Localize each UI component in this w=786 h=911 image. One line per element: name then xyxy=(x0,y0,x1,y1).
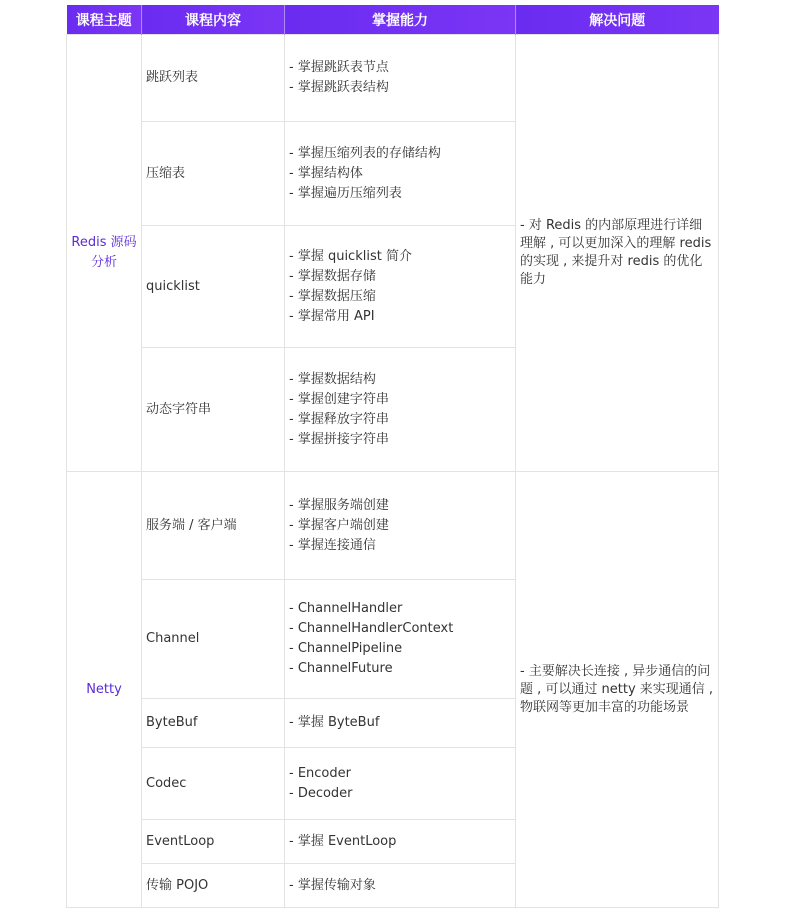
skills-cell xyxy=(285,472,516,580)
skill-item: - 掌握结构体 xyxy=(289,165,363,181)
content-cell: Channel xyxy=(142,580,285,699)
skills-cell xyxy=(285,820,516,864)
content-cell: quicklist xyxy=(142,226,285,348)
topic-line: 分析 xyxy=(90,255,117,270)
skills-cell xyxy=(285,748,516,820)
content-cell: 动态字符串 xyxy=(142,348,285,472)
topic-line: Netty xyxy=(86,681,122,697)
problem-cell-netty: - 主要解决长连接 , 异步通信的问题 , 可以通过 netty 来实现通信 , 物联网等更加丰富的功能场景 xyxy=(516,472,719,908)
problem-cell-redis: - 对 Redis 的内部原理进行详细理解 , 可以更加深入的理解 redis 的实现 , 来提升对 redis 的优化能力 xyxy=(516,35,719,472)
topic-line: Redis 源码 xyxy=(71,235,137,250)
content-cell: 服务端 / 客户端 xyxy=(142,472,285,580)
table-row xyxy=(67,35,719,122)
skills-cell xyxy=(285,864,516,908)
skill-item: - 掌握客户端创建 xyxy=(289,517,389,533)
skill-item: - Encoder xyxy=(289,765,351,781)
skills-cell xyxy=(285,122,516,226)
skill-item: - 掌握数据存储 xyxy=(289,268,376,284)
skill-item: - 掌握连接通信 xyxy=(289,537,376,553)
skill-item: - ChannelHandlerContext xyxy=(289,621,454,636)
skills-cell xyxy=(285,35,516,122)
header-skills: 掌握能力 xyxy=(285,5,516,35)
content-cell: 传输 POJO xyxy=(142,864,285,908)
content-cell: 压缩表 xyxy=(142,122,285,226)
skill-item: - 掌握 ByteBuf xyxy=(289,715,380,730)
skill-item: - 掌握常用 API xyxy=(289,308,375,324)
course-table xyxy=(66,5,719,908)
header-topic: 课程主题 xyxy=(67,5,142,35)
skills-cell xyxy=(285,699,516,748)
skill-item: - ChannelPipeline xyxy=(289,641,403,656)
skill-item: - 掌握压缩列表的存储结构 xyxy=(289,145,441,161)
skill-item: - 掌握拼接字符串 xyxy=(289,431,389,447)
header-content: 课程内容 xyxy=(142,5,285,35)
content-cell: 跳跃列表 xyxy=(142,35,285,122)
header-row xyxy=(67,5,719,35)
content-cell: Codec xyxy=(142,748,285,820)
skill-item: - 掌握释放字符串 xyxy=(289,411,389,427)
skill-item: - 掌握 EventLoop xyxy=(289,833,397,849)
skill-item: - 掌握传输对象 xyxy=(289,877,376,893)
topic-cell-redis xyxy=(67,35,142,472)
skill-item: - 掌握服务端创建 xyxy=(289,497,389,513)
skill-item: - 掌握跳跃表结构 xyxy=(289,80,389,95)
topic-cell-netty xyxy=(67,472,142,908)
skills-cell xyxy=(285,226,516,348)
skill-item: - Decoder xyxy=(289,785,353,801)
skills-cell xyxy=(285,580,516,699)
header-problem: 解决问题 xyxy=(516,5,719,35)
content-cell: ByteBuf xyxy=(142,699,285,748)
skill-item: - 掌握创建字符串 xyxy=(289,391,389,407)
skill-item: - 掌握跳跃表节点 xyxy=(289,60,389,75)
skills-cell xyxy=(285,348,516,472)
skill-item: - 掌握 quicklist 简介 xyxy=(289,248,412,264)
table-row xyxy=(67,472,719,580)
skill-item: - 掌握数据压缩 xyxy=(289,288,376,304)
skill-item: - ChannelHandler xyxy=(289,601,403,616)
skill-item: - ChannelFuture xyxy=(289,661,393,676)
skill-item: - 掌握数据结构 xyxy=(289,371,376,387)
content-cell: EventLoop xyxy=(142,820,285,864)
skill-item: - 掌握遍历压缩列表 xyxy=(289,185,402,201)
